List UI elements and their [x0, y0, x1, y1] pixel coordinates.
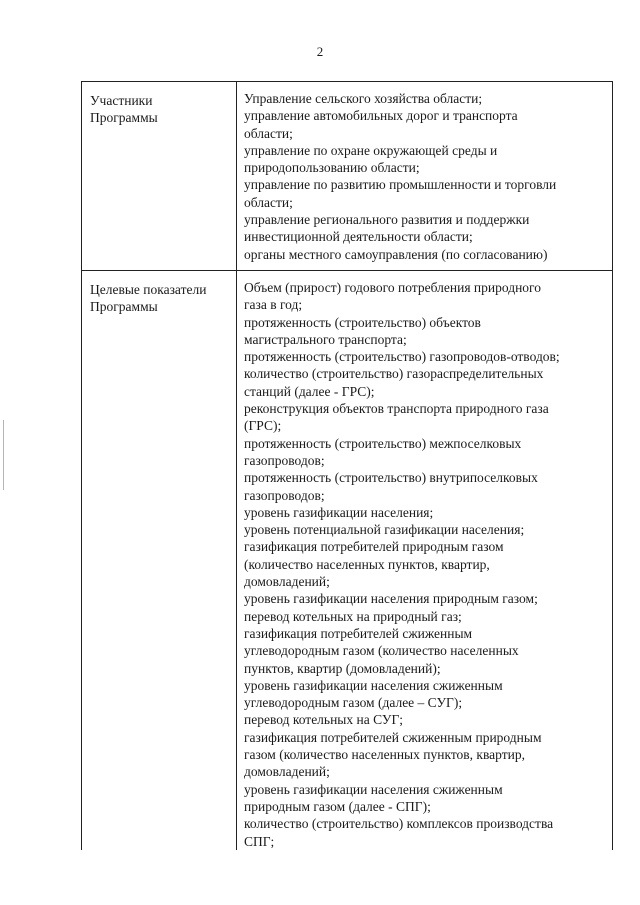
value-line: реконструкция объектов транспорта природного газа [244, 401, 549, 417]
value-line: органы местного самоуправления (по согласованию) [244, 246, 548, 262]
value-line: станций (далее - ГРС); [244, 383, 375, 399]
value-line: углеводородным газом (количество населенных [244, 643, 519, 659]
value-line: управление по охране окружающей среды и [244, 142, 498, 158]
value-line: природопользованию области; [244, 160, 420, 176]
row-divider [82, 270, 612, 271]
value-line: газификация потребителей сжиженным [244, 625, 473, 641]
label-line: Программы [90, 299, 158, 314]
value-line: Объем (прирост) годового потребления природного [244, 280, 542, 295]
value-line: (количество населенных пунктов, квартир, [244, 556, 490, 572]
value-line: (ГРС); [244, 418, 282, 434]
value-line: углеводородным газом (далее – СУГ); [244, 695, 463, 711]
value-line: протяженность (строительство) газопроводов-отводов; [244, 349, 560, 365]
value-line: управление автомобильных дорог и транспорта [244, 108, 518, 124]
label-line: Программы [90, 110, 158, 125]
value-line: Управление сельского хозяйства области; [244, 91, 483, 106]
value-line: природным газом (далее - СПГ); [244, 798, 431, 814]
value-line: перевод котельных на природный газ; [244, 608, 462, 624]
column-divider [236, 82, 237, 850]
scan-artifact [3, 420, 4, 490]
value-line: области; [244, 194, 293, 210]
value-line: области; [244, 125, 293, 141]
label-line: Целевые показатели [90, 282, 207, 297]
target-indicators-label [90, 281, 230, 315]
value-line: управление регионального развития и поддержки [244, 212, 530, 228]
value-line: инвестиционной деятельности области; [244, 229, 473, 245]
value-line: домовладений; [244, 764, 330, 780]
value-line: количество (строительство) газораспределительных [244, 366, 544, 382]
program-table [81, 81, 613, 850]
value-line: магистрального транспорта; [244, 331, 407, 347]
value-line: протяженность (строительство) объектов [244, 314, 481, 330]
value-line: домовладений; [244, 574, 330, 590]
value-line: количество (строительство) комплексов производства [244, 816, 554, 832]
label-line: Участники [90, 93, 153, 108]
value-line: СПГ; [244, 833, 275, 849]
value-line: газификация потребителей природным газом [244, 539, 504, 555]
value-line: уровень газификации населения; [244, 504, 434, 520]
value-line: управление по развитию промышленности и торговли [244, 177, 557, 193]
value-line: уровень газификации населения сжиженным [244, 781, 503, 797]
page-number: 2 [316, 44, 324, 59]
value-line: уровень газификации населения природным газом; [244, 591, 538, 607]
value-line: газификация потребителей сжиженным природным [244, 729, 542, 745]
value-line: газопроводов; [244, 452, 325, 468]
value-line: пунктов, квартир (домовладений); [244, 660, 441, 676]
value-line: газопроводов; [244, 487, 325, 503]
value-line: уровень потенциальной газификации населения; [244, 522, 525, 538]
value-line: протяженность (строительство) внутрипоселковых [244, 470, 538, 486]
value-line: протяженность (строительство) межпоселковых [244, 435, 522, 451]
value-line: газа в год; [244, 297, 303, 313]
value-line: перевод котельных на СУГ; [244, 712, 404, 728]
participants-value [244, 90, 612, 263]
value-line: газом (количество населенных пунктов, квартир, [244, 747, 525, 763]
participants-label [90, 92, 230, 126]
target-indicators-value [244, 279, 612, 850]
value-line: уровень газификации населения сжиженным [244, 677, 503, 693]
